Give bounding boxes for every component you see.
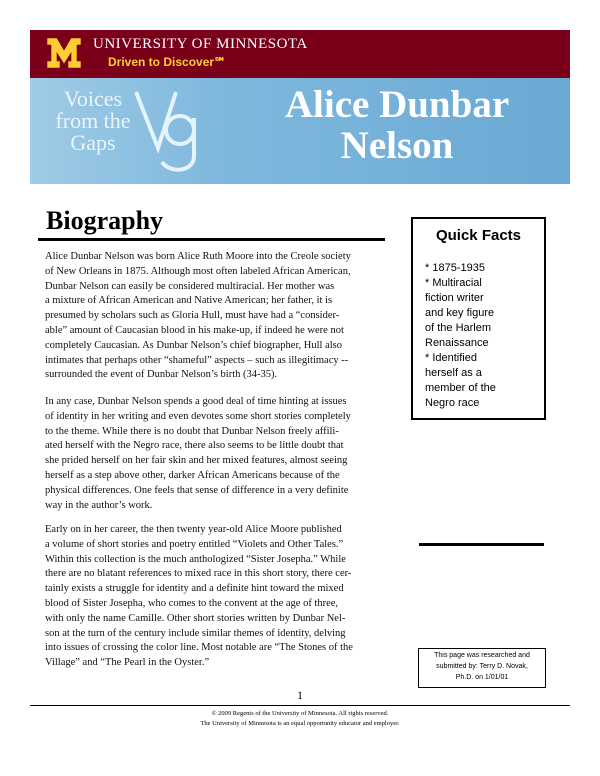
biography-paragraph bbox=[45, 395, 390, 513]
credit-line: This page was researched and bbox=[434, 652, 530, 659]
paragraph-line: with only the name Camille. Other short stories written by Dunbar Nel- bbox=[45, 612, 346, 624]
credit-line: Ph.D. on 1/01/01 bbox=[455, 674, 509, 681]
paragraph-line: completely Caucasian. As Dunbar Nelson’s chief biographer, Hull also bbox=[45, 339, 343, 351]
paragraph-line: of identity in her writing and even devotes some short stories completely bbox=[45, 410, 351, 422]
paragraph-line: Early on in her career, the then twenty year-old Alice Moore published bbox=[45, 524, 342, 535]
paragraph-line: a mixture of African American and Native American; her father, it is bbox=[45, 295, 333, 307]
paragraph-line: tainly exists a struggle for identity and a definite hint toward the mixed bbox=[45, 583, 344, 595]
voices-from-the-gaps-wordmark bbox=[48, 88, 138, 154]
quick-fact-line: Negro race bbox=[425, 397, 480, 409]
equal-opportunity-line: The University of Minnesota is an equal opportunity educator and employer. bbox=[200, 720, 400, 727]
page-title-line: Nelson bbox=[340, 124, 454, 167]
paragraph-line: physical differences. One feels that sense of difference in a very definite bbox=[45, 484, 349, 496]
voices-line: Gaps bbox=[70, 130, 116, 155]
paragraph-line: Within this collection is the much anthologized “Sister Josepha.” While bbox=[45, 553, 346, 565]
quick-fact-line: * 1875-1935 bbox=[425, 262, 485, 274]
university-name: UNIVERSITY OF MINNESOTA bbox=[93, 36, 308, 52]
quick-fact-line: member of the bbox=[425, 382, 496, 394]
paragraph-line: intimates that perhaps other “shameful” aspects – such as illegitimacy -- bbox=[45, 354, 349, 366]
quick-fact-line: Renaissance bbox=[425, 337, 489, 349]
paragraph-line: Alice Dunbar Nelson was born Alice Ruth Moore into the Creole society bbox=[45, 251, 351, 262]
paragraph-line: she prided herself on her fair skin and her mixed features, almost seeing bbox=[45, 455, 348, 467]
voices-line: from the bbox=[55, 108, 131, 133]
university-m-logo-icon bbox=[46, 36, 82, 70]
quick-fact-line: * Multiracial bbox=[425, 277, 482, 289]
page-title-line: Alice Dunbar bbox=[284, 83, 510, 126]
heading-underline bbox=[38, 238, 385, 241]
paragraph-line: herself as a step above other, darker African Americans because of the bbox=[45, 469, 340, 481]
paragraph-line: into issues of crossing the color line. Most notable are “The Stones of the bbox=[45, 642, 353, 654]
quick-facts-title: Quick Facts bbox=[435, 227, 522, 244]
biography-paragraph bbox=[45, 250, 390, 383]
paragraph-line: to the theme. While there is no doubt that Dunbar Nelson freely affili- bbox=[45, 425, 339, 437]
paragraph-line: of New Orleans in 1875. Although most often labeled African American, bbox=[45, 265, 351, 277]
paragraph-line: surrounded the event of Dunbar Nelson’s birth (34-35). bbox=[45, 369, 278, 381]
biography-paragraph bbox=[45, 523, 390, 671]
page-number: 1 bbox=[297, 688, 303, 702]
sidebar-divider bbox=[419, 543, 544, 546]
quick-fact-line: * Identified bbox=[425, 352, 477, 364]
quick-fact-line: fiction writer bbox=[425, 292, 484, 304]
quick-fact-line: and key figure bbox=[425, 307, 495, 319]
paragraph-line: able” amount of Caucasian blood in his make-up, if indeed he were not bbox=[45, 324, 344, 336]
paragraph-line: son at the turn of the century include similar themes of identity, delving bbox=[45, 627, 346, 639]
paragraph-line: a volume of short stories and poetry entitled “Violets and Other Tales.” bbox=[45, 538, 344, 550]
quick-fact-line: herself as a bbox=[425, 367, 482, 379]
quick-fact-line: of the Harlem bbox=[425, 322, 492, 334]
tagline: Driven to Discover℠ bbox=[108, 55, 227, 69]
section-heading: Biography bbox=[46, 206, 164, 235]
paragraph-line: presumed by scholars such as Gloria Hull, must have had a “consider- bbox=[45, 310, 340, 322]
page-title bbox=[222, 84, 572, 166]
paragraph-line: Dunbar Nelson can easily be considered multiracial. Her mother was bbox=[45, 280, 335, 292]
voices-line: Voices bbox=[63, 86, 123, 111]
paragraph-line: Village” and “The Pearl in the Oyster.” bbox=[45, 657, 210, 669]
footer-divider bbox=[30, 705, 570, 706]
paragraph-line: there are no blatant references to mixed race in this short story, there cer- bbox=[45, 568, 352, 580]
paragraph-line: ated herself with the Negro race, there also seems to be little doubt that bbox=[45, 440, 344, 452]
copyright-line: © 2009 Regents of the University of Minnesota. All rights reserved. bbox=[211, 710, 389, 717]
vg-monogram-icon bbox=[132, 86, 202, 176]
credit-line: submitted by: Terry D. Novak, bbox=[436, 663, 528, 670]
paragraph-line: way in the author’s work. bbox=[45, 499, 153, 511]
paragraph-line: blood of Sister Josepha, who comes to the convent at the age of three, bbox=[45, 597, 339, 609]
paragraph-line: In any case, Dunbar Nelson spends a good deal of time hinting at issues bbox=[45, 396, 347, 407]
